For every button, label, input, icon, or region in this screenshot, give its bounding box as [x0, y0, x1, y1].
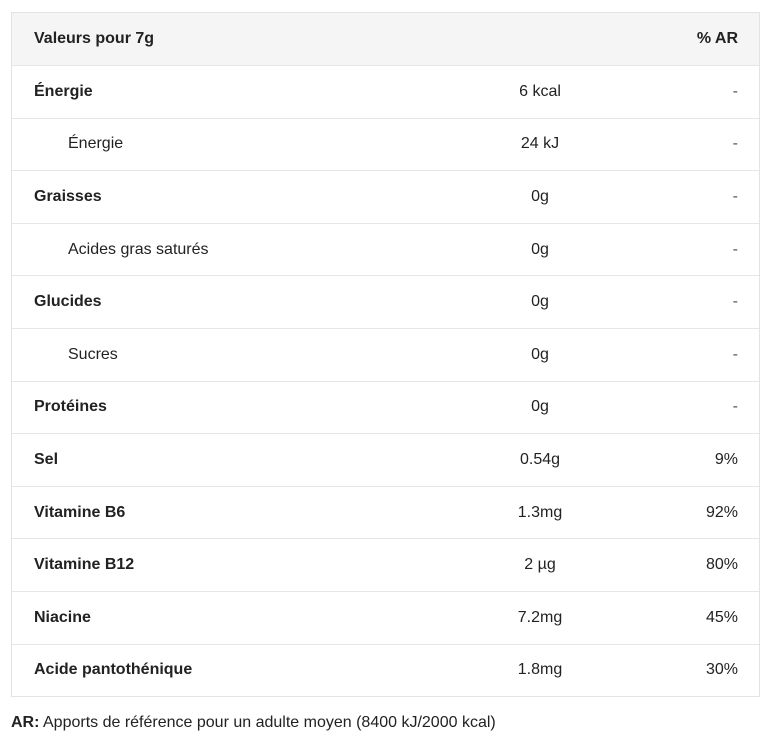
table-row: [12, 538, 759, 591]
table-row: [12, 591, 759, 644]
row-value: 1.8mg: [517, 661, 563, 679]
row-ar: 80%: [705, 556, 738, 574]
row-ar: -: [732, 293, 738, 311]
row-value: 0g: [531, 187, 549, 205]
row-ar: 30%: [705, 661, 738, 679]
table-row: [12, 118, 759, 171]
row-name: Sucres: [68, 345, 118, 363]
row-name: Vitamine B12: [34, 556, 135, 574]
row-ar: -: [732, 187, 738, 205]
table-row: [12, 644, 759, 697]
row-name: Énergie: [34, 82, 93, 100]
row-ar: 92%: [705, 503, 738, 521]
nutrition-table: [11, 12, 760, 697]
header-ar: % AR: [696, 30, 738, 47]
row-value: 24 kJ: [520, 135, 560, 153]
row-ar: 45%: [705, 608, 738, 626]
row-value: 0g: [531, 293, 549, 311]
row-name: Niacine: [34, 608, 91, 626]
row-value: 0.54g: [519, 450, 561, 468]
row-value: 0g: [531, 345, 549, 363]
row-ar: -: [732, 240, 738, 258]
table-row: [12, 223, 759, 276]
row-value: 6 kcal: [519, 82, 561, 100]
row-name: Acide pantothénique: [34, 661, 193, 679]
row-ar: -: [732, 345, 738, 363]
row-value: 0g: [531, 398, 549, 416]
row-name: Glucides: [34, 293, 102, 311]
row-name: Sel: [34, 450, 59, 468]
row-ar: -: [732, 82, 738, 100]
row-value: 0g: [531, 240, 549, 258]
row-ar: -: [732, 398, 738, 416]
header-name: Valeurs pour 7g: [34, 30, 155, 47]
row-name: Énergie: [68, 135, 124, 153]
row-name: Acides gras saturés: [68, 240, 209, 258]
row-ar: -: [732, 135, 738, 153]
footnote: [11, 714, 496, 732]
table-row: [12, 328, 759, 381]
row-name: Protéines: [34, 398, 107, 416]
table-row: [12, 381, 759, 434]
footnote-text: Apports de référence pour un adulte moyen (8400 kJ/2000 kcal): [39, 714, 496, 731]
row-value: 1.3mg: [517, 503, 563, 521]
table-row: [12, 65, 759, 118]
table-header-row: [12, 13, 759, 65]
footnote-label: AR:: [11, 714, 40, 731]
row-name: Graisses: [34, 187, 102, 205]
table-row: [12, 275, 759, 328]
row-ar: 9%: [714, 450, 738, 468]
table-row: [12, 433, 759, 486]
row-value: 7.2mg: [517, 608, 563, 626]
table-row: [12, 486, 759, 539]
row-name: Vitamine B6: [34, 503, 126, 521]
row-value: 2 µg: [524, 556, 556, 574]
table-row: [12, 170, 759, 223]
